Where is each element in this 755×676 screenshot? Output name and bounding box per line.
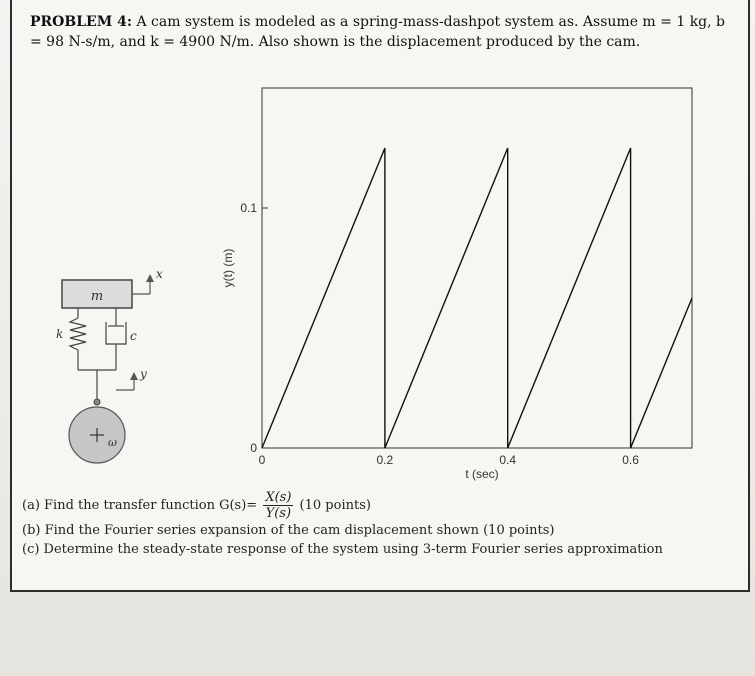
fraction-denominator: Y(s) [265,506,292,521]
question-a-points: (10 points) [299,498,371,513]
mass-label: m [90,289,104,304]
y-axis-label: y(t) (m) [221,248,235,288]
question-b: (b) Find the Fourier series expansion of the cam displacement shown (10 points) [22,523,555,538]
chart-svg [220,80,700,500]
chart-layer [221,88,692,481]
x-label: x [156,267,163,281]
y-arrow-head [130,372,138,380]
transfer-function-fraction [263,490,293,521]
x-arrow-head [146,274,154,282]
spring-label: k [56,327,64,341]
x-tick-label: 0.2 [376,453,394,467]
fraction-numerator: X(s) [265,490,292,505]
damper-label: c [130,329,137,343]
series-line-0 [262,148,692,448]
spring-coil [70,318,86,350]
question-a [22,490,737,521]
question-c: (c) Determine the steady-state response of the system using 3-term Fourier series approximation [22,542,663,557]
x-axis-label: t (sec) [465,467,499,481]
follower-roller [94,399,100,405]
x-tick-label: 0.4 [499,453,517,467]
problem-line-2: = 98 N-s/m, and k = 4900 N/m. Also shown is the displacement produced by the cam. [30,34,641,50]
y-tick-label: 0 [250,441,257,455]
x-tick-label: 0 [258,453,266,467]
question-a-prefix: (a) Find the transfer function G(s)= [22,498,258,513]
y-tick-label: 0.1 [240,201,257,215]
plot-frame [262,88,692,448]
problem-label: PROBLEM 4: [30,14,132,30]
problem-statement [30,12,735,52]
x-tick-label: 0.6 [622,453,639,467]
problem-text-1: A cam system is modeled as a spring-mass-dashpot system as. Assume m = 1 kg, b [136,14,726,30]
questions [22,490,737,559]
displacement-chart [220,80,700,500]
mechanism-diagram [50,260,190,480]
y-label: y [140,367,147,381]
problem-line-1 [30,12,735,32]
mechanism-svg [50,260,190,480]
omega-label: ω [108,436,117,449]
